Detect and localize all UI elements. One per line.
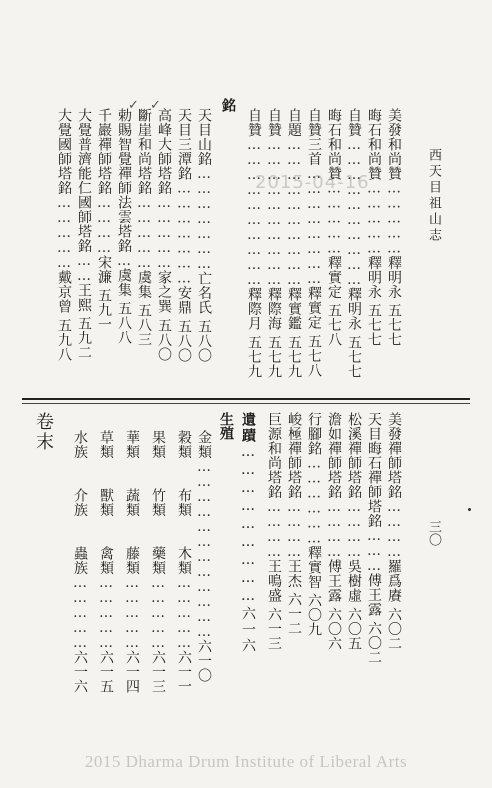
entry-page: 五七八 xyxy=(326,303,342,347)
entry-page: 五八三 xyxy=(136,303,152,347)
toc-entry xyxy=(306,108,321,377)
entry-author: 王熙 xyxy=(76,283,92,312)
entry-page: 六〇二 xyxy=(366,620,382,664)
entry-title: 峻極禪師塔銘 xyxy=(286,412,302,499)
leader-dots: ………… xyxy=(326,499,342,559)
toc-entry xyxy=(286,412,301,636)
section-divider-thin xyxy=(22,403,470,404)
entry-page: 六一三 xyxy=(150,650,166,694)
toc-entry xyxy=(56,108,71,361)
toc-entry xyxy=(96,108,111,332)
section-label-yiji: 遺蹟 xyxy=(240,412,256,444)
leader-dots: …………………… xyxy=(306,166,322,286)
leader-dots: …………… xyxy=(176,575,192,650)
entry-author: 傅王露 xyxy=(366,573,382,617)
entry-page: 六〇六 xyxy=(326,606,342,650)
entry-page: 五八〇 xyxy=(156,317,172,361)
entry-page: 五七九 xyxy=(286,334,302,378)
leader-dots: ………………………… xyxy=(346,137,362,287)
entry-page: 五七八 xyxy=(306,333,322,377)
leader-dots: ………………… xyxy=(176,180,192,286)
entry-author: 釋明永 xyxy=(366,255,382,299)
leader-dots: ………… xyxy=(386,499,402,559)
check-mark-icon: ✓ xyxy=(128,98,139,113)
toc-entry xyxy=(76,108,91,360)
entry-page: 六一〇 xyxy=(196,639,212,683)
toc-entry xyxy=(366,108,381,347)
toc-entry xyxy=(326,108,341,347)
leader-dots: …………… xyxy=(136,195,152,270)
ink-speck xyxy=(468,508,471,511)
toc-entry xyxy=(196,430,211,683)
leader-dots: ………………… xyxy=(196,166,212,271)
leader-dots: ……………………… xyxy=(240,444,256,606)
entry-page: 六一二 xyxy=(286,592,302,636)
leader-dots: …………… xyxy=(326,180,342,256)
check-mark-icon: ✓ xyxy=(150,98,161,113)
entry-page: 六一一 xyxy=(176,650,192,694)
entry-author: 羅爲賡 xyxy=(386,559,402,603)
entry-author: 戴京曾 xyxy=(56,270,72,314)
entry-author: 釋實鑑 xyxy=(286,287,302,331)
entry-page: 六〇二 xyxy=(386,606,402,650)
subsection-label-shengzhi: 生殖 xyxy=(218,412,234,440)
section-divider xyxy=(22,398,470,400)
leader-dots: …… xyxy=(76,253,92,283)
entry-title: 草類 獸類 禽類 xyxy=(98,430,114,575)
entry-page: 五八八 xyxy=(116,301,132,345)
entry-title: 行腳銘 xyxy=(306,412,322,456)
entry-title: 穀類 布類 木類 xyxy=(176,430,192,575)
entry-author: 王杰 xyxy=(286,559,302,588)
entry-title: 巨源和尚塔銘 xyxy=(266,412,282,499)
toc-entry xyxy=(116,108,131,345)
entry-title: 高峰大師塔銘 xyxy=(156,108,172,195)
entry-author: 吳樹虛 xyxy=(346,559,362,603)
entry-page: 五八〇 xyxy=(196,318,212,362)
leader-dots: …………… xyxy=(156,195,172,270)
leader-dots: ……… xyxy=(366,528,382,573)
toc-entry xyxy=(366,412,381,664)
leader-dots: …………… xyxy=(386,180,402,256)
toc-entry xyxy=(150,430,165,694)
toc-entry xyxy=(98,430,113,694)
watermark-footer: 2015 Dharma Drum Institute of Liberal Arts xyxy=(84,752,408,771)
toc-entry xyxy=(386,412,401,650)
toc-entry xyxy=(346,412,361,650)
book-title: 西天目祖山志 xyxy=(426,148,441,244)
leader-dots: ………… xyxy=(346,499,362,559)
toc-entry xyxy=(176,430,191,694)
leader-dots: … xyxy=(116,253,132,268)
watermark-date: 2015-04-16 xyxy=(255,172,370,193)
entry-title: 勅賜智覺禪師法雲塔銘 xyxy=(116,108,132,253)
leader-dots: …………… xyxy=(150,575,166,650)
entry-title: 自題 xyxy=(286,108,302,137)
toc-entry xyxy=(346,108,361,378)
section-entry-yiji xyxy=(238,412,258,654)
leader-dots: ……………………………… xyxy=(196,459,212,639)
section-page: 六一六 xyxy=(240,606,256,654)
entry-title: 天目三潭銘 xyxy=(176,108,192,181)
entry-author: 釋明永 xyxy=(386,255,402,299)
entry-title: 天目晦石禪師塔銘 xyxy=(366,412,382,528)
entry-title: 天目山銘 xyxy=(196,108,212,166)
entry-title: 澹如禪師塔銘 xyxy=(326,412,342,499)
entry-title: 水族 介族 蟲族 xyxy=(72,430,88,575)
entry-author: 釋際月 xyxy=(246,287,262,331)
page-number: 三〇 xyxy=(426,520,441,546)
entry-author: 傅王露 xyxy=(326,559,342,603)
leader-dots: ………………………… xyxy=(286,137,302,287)
leader-dots: …………… xyxy=(72,575,88,650)
entry-author: 家之巽 xyxy=(156,270,172,314)
entry-title: 晦石和尚贊 xyxy=(366,108,382,181)
leader-dots: …………… xyxy=(124,575,140,650)
toc-entry xyxy=(326,412,341,650)
leader-dots: ………… xyxy=(266,499,282,559)
entry-title: 大覺國師塔銘 xyxy=(56,108,72,195)
entry-author: 虞集 xyxy=(116,268,132,297)
entry-page: 六一五 xyxy=(98,650,114,694)
entry-author: 釋實智 xyxy=(306,545,322,589)
toc-entry xyxy=(176,108,191,362)
leader-dots: ……………… xyxy=(306,455,322,546)
entry-page: 六一三 xyxy=(266,606,282,650)
entry-author: 釋實定 xyxy=(326,255,342,299)
entry-title: 斷崖和尚塔銘 xyxy=(136,108,152,195)
entry-title: 金類 xyxy=(196,430,212,459)
entry-title: 晦石和尚贊 xyxy=(326,108,342,181)
entry-author: 虞集 xyxy=(136,270,152,299)
toc-entry xyxy=(306,412,321,637)
toc-entry xyxy=(136,108,151,347)
entry-page: 六一六 xyxy=(72,650,88,694)
section-label-ming: 銘 xyxy=(220,98,236,114)
entry-author: 安鼎 xyxy=(176,285,192,315)
entry-title: 自贊三首 xyxy=(306,108,322,166)
entry-page: 五七九 xyxy=(246,334,262,378)
entry-title: 大覺普濟能仁國師塔銘 xyxy=(76,108,92,253)
toc-entry xyxy=(124,430,139,694)
entry-page: 五七七 xyxy=(346,334,362,378)
entry-page: 六〇九 xyxy=(306,593,322,637)
toc-entry xyxy=(266,412,281,650)
entry-title: 自贊 xyxy=(246,108,262,137)
toc-entry xyxy=(72,430,87,694)
leader-dots: ………………………… xyxy=(266,137,282,287)
toc-entry xyxy=(386,108,401,347)
entry-page: 六一四 xyxy=(124,650,140,694)
entry-author: 釋際海 xyxy=(266,287,282,331)
leader-dots: ………… xyxy=(96,195,112,255)
entry-author: 宋濂 xyxy=(96,255,112,284)
toc-entry xyxy=(156,108,171,361)
entry-author: 釋實定 xyxy=(306,286,322,330)
leader-dots: …………… xyxy=(56,195,72,270)
entry-author: 王鳴盛 xyxy=(266,559,282,603)
entry-page: 六〇五 xyxy=(346,606,362,650)
leader-dots: …………… xyxy=(98,575,114,650)
leader-dots: ………………………… xyxy=(246,137,262,287)
toc-entry xyxy=(196,108,211,362)
entry-title: 美發禪師塔銘 xyxy=(386,412,402,499)
entry-title: 自贊 xyxy=(266,108,282,137)
entry-title: 美發和尚贊 xyxy=(386,108,402,181)
entry-author: 亡名氏 xyxy=(196,271,212,315)
entry-title: 松溪禪師塔銘 xyxy=(346,412,362,499)
toc-entry xyxy=(286,108,301,378)
entry-title: 果類 竹類 藥類 xyxy=(150,430,166,575)
entry-page: 五九一 xyxy=(96,288,112,332)
entry-page: 五七七 xyxy=(386,303,402,347)
entry-page: 五九八 xyxy=(56,317,72,361)
toc-entry xyxy=(266,108,281,378)
closing-label: 卷末 xyxy=(33,412,54,452)
leader-dots: ………… xyxy=(286,499,302,559)
entry-page: 五九二 xyxy=(76,316,92,360)
entry-author: 釋明永 xyxy=(346,287,362,331)
entry-title: 華類 蔬類 藤類 xyxy=(124,430,140,575)
entry-title: 自贊 xyxy=(346,108,362,137)
toc-entry xyxy=(246,108,261,378)
entry-page: 五八〇 xyxy=(176,318,192,362)
leader-dots: …………… xyxy=(366,180,382,256)
entry-page: 五七九 xyxy=(266,334,282,378)
entry-page: 五七七 xyxy=(366,303,382,347)
entry-title: 千巖禪師塔銘 xyxy=(96,108,112,195)
